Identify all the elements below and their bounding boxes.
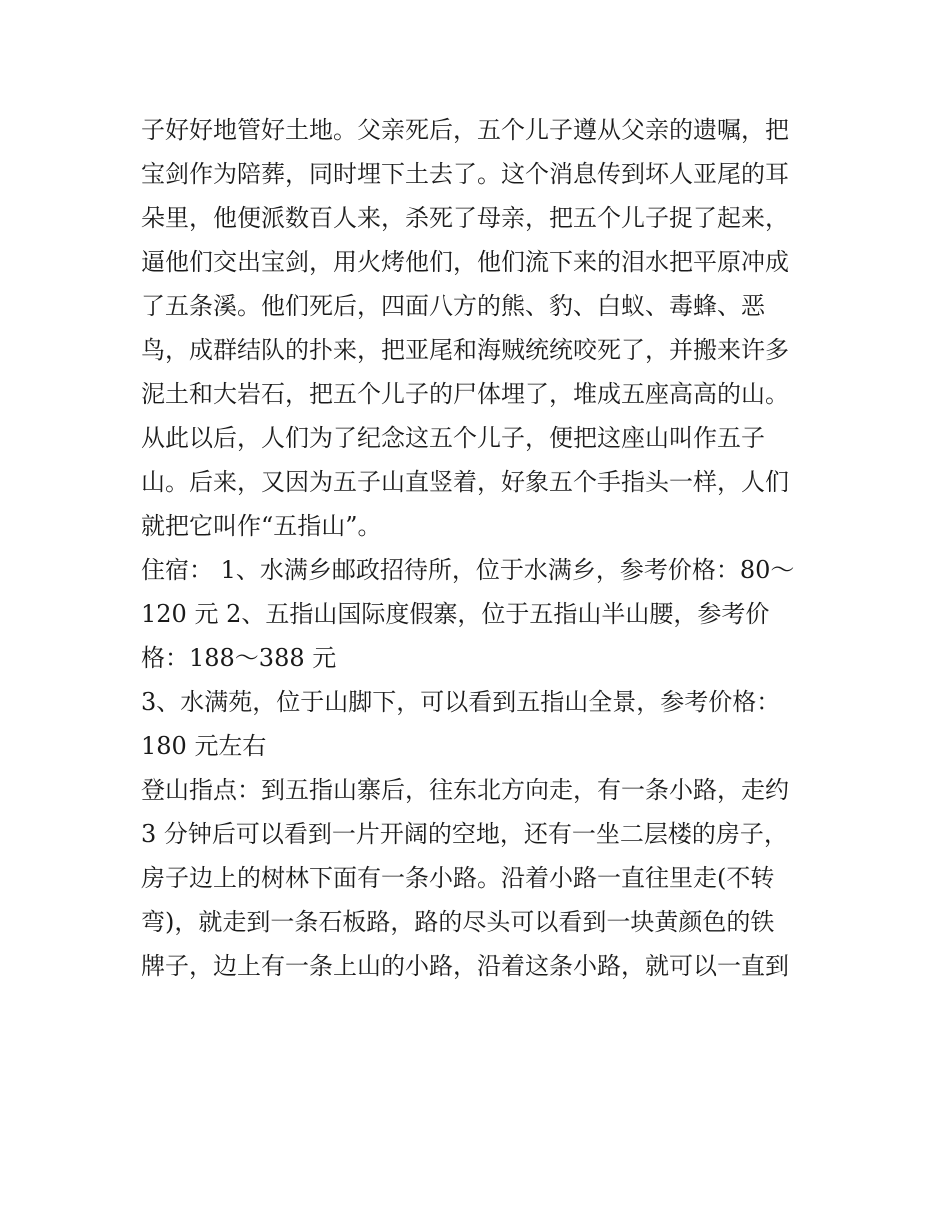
text-line: 山。后来，又因为五子山直竖着，好象五个手指头一样，人们 <box>141 468 789 496</box>
climbing-tips-line: 牌子，边上有一条上山的小路，沿着这条小路，就可以一直到 <box>141 952 789 980</box>
accommodation-line: 120 元 2、五指山国际度假寨，位于五指山半山腰，参考价 <box>141 600 770 628</box>
accommodation-line: 格：188～388 元 <box>141 644 337 672</box>
text-line: 逼他们交出宝剑，用火烤他们，他们流下来的泪水把平原冲成 <box>141 248 789 276</box>
text-line: 就把它叫作“五指山”。 <box>141 512 382 540</box>
climbing-tips-line: 弯)，就走到一条石板路，路的尽头可以看到一块黄颜色的铁 <box>141 908 775 936</box>
climbing-tips-line: 登山指点：到五指山寨后，往东北方向走，有一条小路，走约 <box>141 776 789 804</box>
accommodation-line: 180 元左右 <box>141 732 267 760</box>
text-line: 从此以后，人们为了纪念这五个儿子，便把这座山叫作五子 <box>141 424 765 452</box>
accommodation-line: 3、水满苑，位于山脚下，可以看到五指山全景，参考价格： <box>141 688 781 716</box>
climbing-tips-line: 3 分钟后可以看到一片开阔的空地，还有一坐二层楼的房子， <box>141 820 788 848</box>
document-body <box>141 108 831 988</box>
text-line: 子好好地管好土地。父亲死后，五个儿子遵从父亲的遗嘱，把 <box>141 116 789 144</box>
text-line: 泥土和大岩石，把五个儿子的尸体埋了，堆成五座高高的山。 <box>141 380 789 408</box>
accommodation-line: 住宿： 1、水满乡邮政招待所，位于水满乡，参考价格：80～ <box>141 556 795 584</box>
text-line: 宝剑作为陪葬，同时埋下土去了。这个消息传到坏人亚尾的耳 <box>141 160 789 188</box>
climbing-tips-line: 房子边上的树林下面有一条小路。沿着小路一直往里走(不转 <box>141 864 775 892</box>
text-line: 了五条溪。他们死后，四面八方的熊、豹、白蚁、毒蜂、恶 <box>141 292 765 320</box>
text-line: 朵里，他便派数百人来，杀死了母亲，把五个儿子捉了起来， <box>141 204 789 232</box>
text-line: 鸟，成群结队的扑来，把亚尾和海贼统统咬死了，并搬来许多 <box>141 336 789 364</box>
